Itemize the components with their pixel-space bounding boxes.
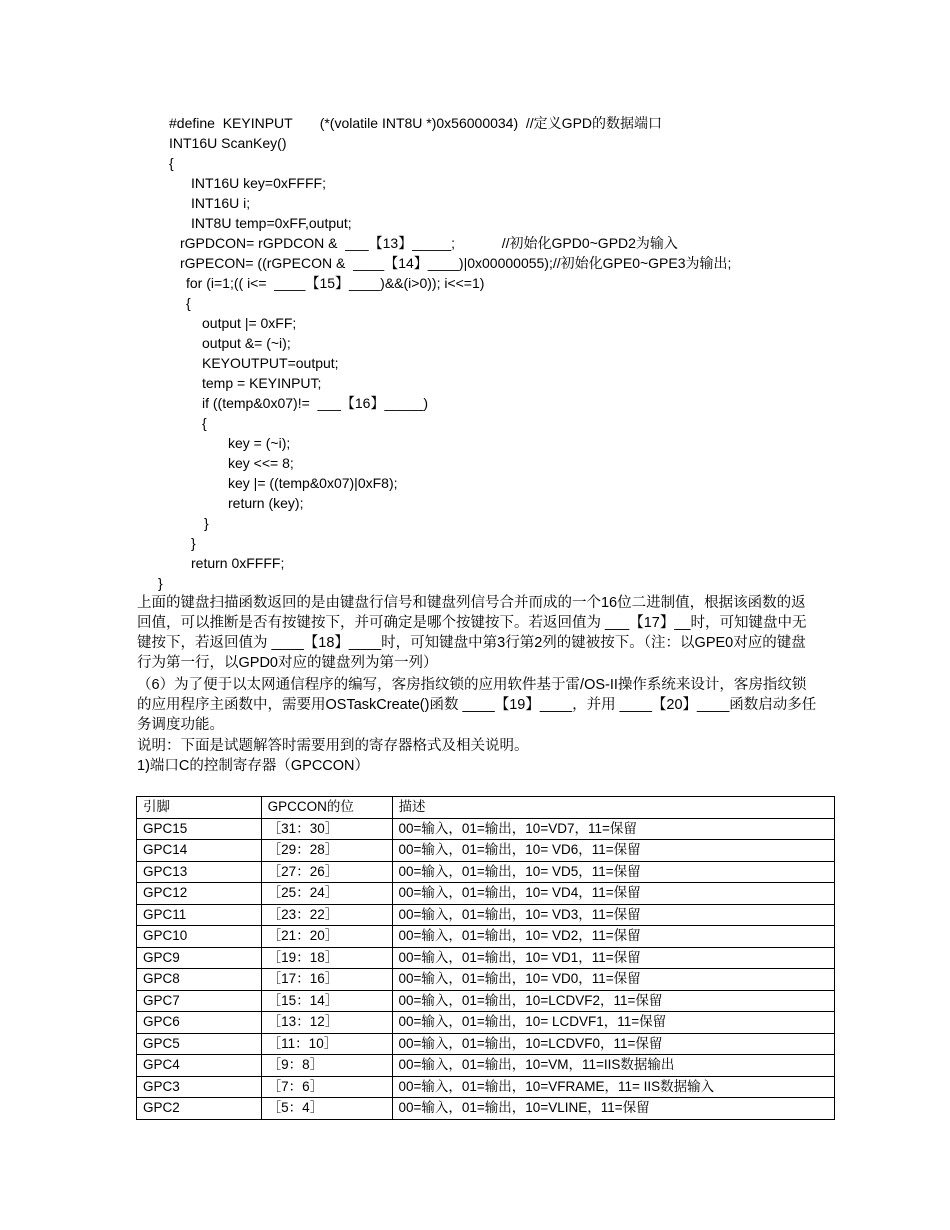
table-header-row: [137, 797, 835, 819]
code-line-if: if ((temp&0x07)!= ___【16】_____): [202, 395, 429, 411]
header-description: 描述: [392, 797, 835, 819]
table-row: [137, 1012, 835, 1034]
table-row: [137, 947, 835, 969]
code-line-decl-temp: INT8U temp=0xFF,output;: [191, 215, 352, 231]
code-line-if-close: }: [204, 515, 209, 531]
cell-description: 00=输入，01=输出，10= VD2，11=保留: [392, 926, 835, 948]
cell-description: 00=输入，01=输出，10= LCDVF1，11=保留: [392, 1012, 835, 1034]
code-line-for-close: }: [191, 535, 196, 551]
code-line-for: for (i=1;(( i<= ____【15】____)&&(i>0)); i<<=1): [186, 275, 485, 291]
cell-bits: ［29：28］: [261, 840, 392, 862]
table-row: [137, 861, 835, 883]
table-row: [137, 990, 835, 1012]
paragraph-note: 说明：下面是试题解答时需要用到的寄存器格式及相关说明。: [137, 738, 529, 754]
code-line-decl-i: INT16U i;: [191, 195, 251, 211]
cell-pin: GPC9: [137, 947, 262, 969]
cell-description: 00=输入，01=输出，10=LCDVF0，11=保留: [392, 1033, 835, 1055]
code-line-decl-key: INT16U key=0xFFFF;: [191, 175, 326, 191]
cell-pin: GPC14: [137, 840, 262, 862]
cell-bits: ［27：26］: [261, 861, 392, 883]
cell-bits: ［13：12］: [261, 1012, 392, 1034]
table-row: [137, 818, 835, 840]
cell-description: 00=输入，01=输出，10= VD3，11=保留: [392, 904, 835, 926]
table-row: [137, 904, 835, 926]
cell-bits: ［19：18］: [261, 947, 392, 969]
cell-bits: ［15：14］: [261, 990, 392, 1012]
code-line-key-shift: key <<= 8;: [228, 455, 294, 471]
cell-description: 00=输入，01=输出，10=LCDVF2，11=保留: [392, 990, 835, 1012]
table-row: [137, 1055, 835, 1077]
header-pin: 引脚: [137, 797, 262, 819]
code-line-for-open: {: [186, 295, 191, 311]
cell-bits: ［17：16］: [261, 969, 392, 991]
cell-bits: ［25：24］: [261, 883, 392, 905]
code-line-gpdcon: rGPDCON= rGPDCON & ___【13】_____; //初始化GPD0~GPD2为输入: [180, 235, 678, 251]
code-line-gpecon: rGPECON= ((rGPECON & ____【14】____)|0x00000055);//初始化GPE0~GPE3为输出;: [180, 255, 732, 271]
cell-pin: GPC15: [137, 818, 262, 840]
code-line-output-or: output |= 0xFF;: [202, 315, 297, 331]
cell-pin: GPC6: [137, 1012, 262, 1034]
cell-pin: GPC4: [137, 1055, 262, 1077]
code-line-key-or: key |= ((temp&0x07)|0xF8);: [228, 475, 398, 491]
cell-pin: GPC7: [137, 990, 262, 1012]
header-bits: GPCCON的位: [261, 797, 392, 819]
table-body: [137, 818, 835, 1119]
table-row: [137, 1076, 835, 1098]
cell-bits: ［21：20］: [261, 926, 392, 948]
cell-bits: ［9：8］: [261, 1055, 392, 1077]
cell-pin: GPC11: [137, 904, 262, 926]
table-row: [137, 969, 835, 991]
code-line-if-open: {: [202, 415, 207, 431]
code-line-open-brace: {: [169, 155, 174, 171]
table-row: [137, 840, 835, 862]
cell-pin: GPC13: [137, 861, 262, 883]
code-line-close-brace: }: [158, 575, 163, 591]
code-line-define: #define KEYINPUT (*(volatile INT8U *)0x56000034) //定义GPD的数据端口: [169, 115, 663, 131]
cell-bits: ［7：6］: [261, 1076, 392, 1098]
code-line-keyoutput: KEYOUTPUT=output;: [202, 355, 339, 371]
table-row: [137, 1098, 835, 1120]
cell-pin: GPC3: [137, 1076, 262, 1098]
cell-pin: GPC10: [137, 926, 262, 948]
code-line-output-and: output &= (~i);: [202, 335, 291, 351]
cell-pin: GPC5: [137, 1033, 262, 1055]
cell-description: 00=输入，01=输出，10= VD5，11=保留: [392, 861, 835, 883]
cell-description: 00=输入，01=输出，10= VD4，11=保留: [392, 883, 835, 905]
table-row: [137, 926, 835, 948]
cell-pin: GPC2: [137, 1098, 262, 1120]
paragraph-question-6: （6）为了便于以太网通信程序的编写，客房指纹锁的应用软件基于雷/OS-II操作系统来设计，客房指纹锁的应用程序主函数中，需要用OSTaskCreate()函数 ____【19】____，并用 ____【20】____函数启动多任务调度功能。: [137, 677, 817, 733]
table-caption: 1)端口C的控制寄存器（GPCCON）: [137, 758, 370, 774]
cell-description: 00=输入，01=输出，10=VM，11=IIS数据输出: [392, 1055, 835, 1077]
cell-bits: ［5：4］: [261, 1098, 392, 1120]
cell-description: 00=输入，01=输出，10=VFRAME，11= IIS数据输入: [392, 1076, 835, 1098]
cell-pin: GPC12: [137, 883, 262, 905]
code-line-return-default: return 0xFFFF;: [191, 555, 285, 571]
cell-bits: ［31：30］: [261, 818, 392, 840]
cell-bits: ［23：22］: [261, 904, 392, 926]
cell-bits: ［11：10］: [261, 1033, 392, 1055]
cell-description: 00=输入，01=输出，10= VD1，11=保留: [392, 947, 835, 969]
code-line-function-signature: INT16U ScanKey(): [169, 135, 287, 151]
paragraph-scan-explanation: 上面的键盘扫描函数返回的是由键盘行信号和键盘列信号合并而成的一个16位二进制值，根据该函数的返回值，可以推断是否有按键按下，并可确定是哪个按键按下。若返回值为 ___【17】__时，可知键盘中无键按下，若返回值为 ____【18】____时，可知键盘中第3行第2列的键被按下。（注：以GPE0对应的键盘行为第一行，以GPD0对应的键盘列为第一列）: [137, 595, 807, 671]
table-row: [137, 883, 835, 905]
gpccon-register-table: [136, 796, 835, 1120]
code-line-temp-read: temp = KEYINPUT;: [202, 375, 322, 391]
cell-description: 00=输入，01=输出，10= VD6，11=保留: [392, 840, 835, 862]
cell-description: 00=输入，01=输出，10= VD0，11=保留: [392, 969, 835, 991]
code-line-key-assign: key = (~i);: [228, 435, 291, 451]
table-row: [137, 1033, 835, 1055]
cell-description: 00=输入，01=输出，10=VLINE，11=保留: [392, 1098, 835, 1120]
cell-pin: GPC8: [137, 969, 262, 991]
code-line-return-key: return (key);: [228, 495, 304, 511]
cell-description: 00=输入，01=输出，10=VD7，11=保留: [392, 818, 835, 840]
